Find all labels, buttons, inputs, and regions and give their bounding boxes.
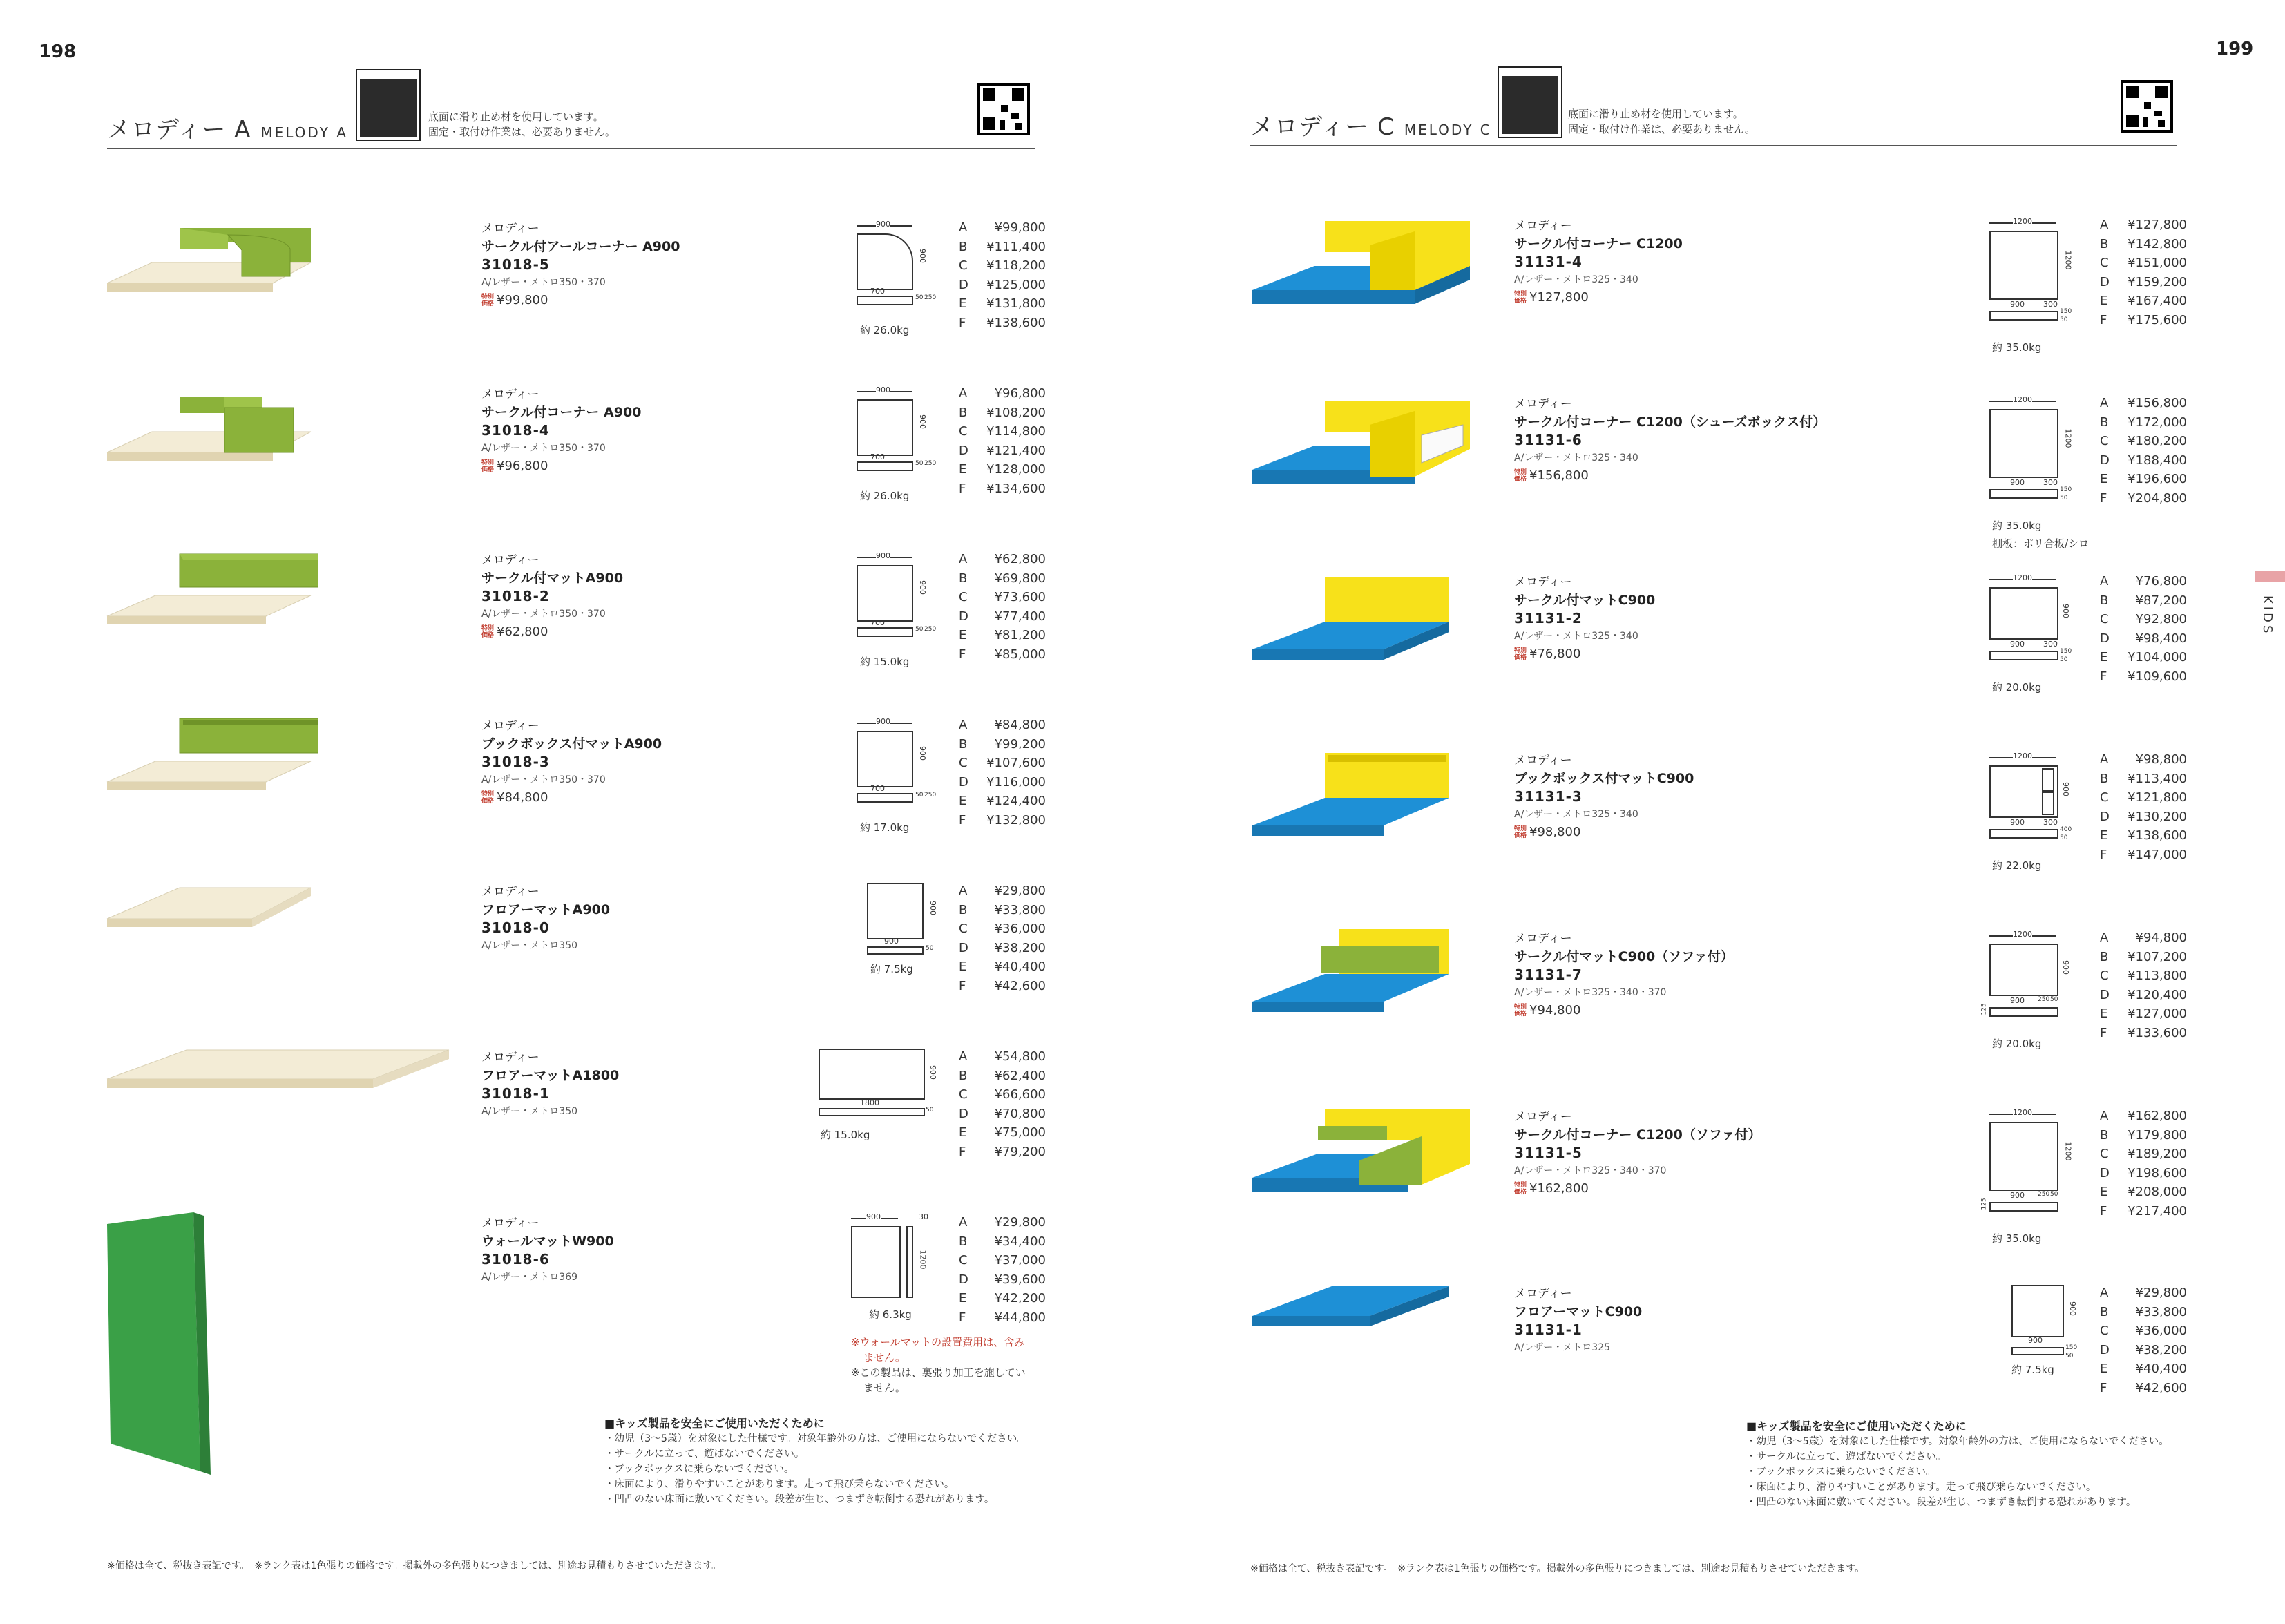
section-title-text: メロディー A (107, 116, 251, 144)
product-info (481, 883, 610, 955)
dimension-drawing: 900 900 150 50 (2011, 1285, 2081, 1375)
note-red: ※ウォールマットの設置費用は、含み (851, 1336, 1025, 1348)
special-price: ¥94,800 (1529, 1003, 1581, 1018)
product-name: サークル付マットA900 (481, 571, 624, 586)
product-series: メロディー (481, 1216, 539, 1230)
note-black: ません。 (863, 1382, 906, 1394)
product-name: ブックボックス付マットA900 (481, 736, 662, 752)
product-name: サークル付マットC900（ソファ付） (1514, 949, 1734, 964)
price-table: A ¥29,800 B ¥33,800 C ¥36,000 D ¥38,200 E ¥40,400 F ¥42,600 (2100, 1286, 2187, 1395)
dimension-drawing: 900 900 700 50 250 (857, 220, 933, 313)
product-weight: 約 15.0kg (821, 1129, 870, 1141)
kids-side-label: KIDS (2260, 595, 2275, 636)
product-series: メロディー (481, 388, 539, 401)
product-code: 31131-2 (1514, 610, 1583, 627)
product-weight: 約 35.0kg (1992, 519, 2042, 532)
section-divider-left (107, 148, 1035, 149)
product-image-circle-mat-a900 (104, 539, 318, 649)
special-price-tag: 特別価格 (1514, 291, 1527, 305)
product-image-corner-c1200-sofa (1249, 1098, 1470, 1202)
product-weight: 約 22.0kg (1992, 859, 2042, 872)
product-material: A/レザー・メトロ350・370 (481, 774, 606, 785)
product-series: メロディー (1514, 932, 1572, 946)
product-material: A/レザー・メトロ350・370 (481, 443, 606, 454)
product-code: 31018-5 (481, 256, 550, 273)
material-sample-swatch (356, 69, 421, 141)
product-name: ブックボックス付マットC900 (1514, 771, 1694, 786)
product-name: サークル付コーナー A900 (481, 405, 642, 420)
note-line: 固定・取付け作業は、必要ありません。 (1568, 123, 1755, 135)
safety-line: ・サークルに立って、遊ばないでください。 (1746, 1451, 1947, 1462)
note-line: 固定・取付け作業は、必要ありません。 (428, 126, 615, 138)
dimension-drawing: 1200 900 900 250 50 125 (1989, 930, 2076, 1033)
section-subtitle: MELODY C (1404, 122, 1492, 138)
product-name: フロアーマットC900 (1514, 1304, 1643, 1319)
product-material: A/レザー・メトロ325・340・370 (1514, 1165, 1667, 1176)
section-title-text: メロディー C (1250, 113, 1395, 141)
product-code: 31131-6 (1514, 432, 1583, 448)
product-code: 31018-4 (481, 422, 550, 439)
product-code: 31018-0 (481, 919, 550, 936)
dimension-drawing: 1200 1200 900 300 150 50 (1989, 395, 2076, 513)
product-material: A/レザー・メトロ325・340 (1514, 452, 1638, 464)
price-table: A ¥127,800 B ¥142,800 C ¥151,000 D ¥159,200 E ¥167,400 F ¥175,600 (2100, 218, 2187, 327)
product-code: 31018-3 (481, 754, 550, 770)
product-info (1514, 395, 1826, 485)
dimension-drawing: 1200 1200 900 300 150 50 (1989, 217, 2076, 334)
safety-heading: ■キッズ製品を安全にご使用いただくために (604, 1417, 825, 1430)
product-weight: 約 15.0kg (860, 656, 910, 668)
safety-notice-right (1746, 1419, 2169, 1510)
product-material: A/レザー・メトロ369 (481, 1272, 578, 1283)
price-table: A ¥96,800 B ¥108,200 C ¥114,800 D ¥121,400 E ¥128,000 F ¥134,600 (959, 386, 1046, 496)
safety-line: ・床面により、滑りやすいことがあります。走って飛び乗らないでください。 (604, 1479, 955, 1490)
safety-line: ・ブックボックスに乗らないでください。 (1746, 1467, 1936, 1478)
price-table: A ¥156,800 B ¥172,000 C ¥180,200 D ¥188,400 E ¥196,600 F ¥204,800 (2100, 396, 2187, 506)
special-price-tag: 特別価格 (1514, 647, 1527, 661)
product-series: メロディー (1514, 219, 1572, 233)
product-series: メロディー (1514, 575, 1572, 589)
safety-line: ・幼児（3～5歳）を対象にした仕様です。対象年齢外の方は、ご使用にならないでください。 (1746, 1436, 2169, 1447)
product-code: 31131-3 (1514, 788, 1583, 805)
product-name: サークル付コーナー C1200（ソファ付） (1514, 1127, 1761, 1143)
product-image-bookbox-mat-c900 (1249, 743, 1470, 846)
product-image-floor-mat-a900 (104, 877, 318, 953)
special-price: ¥156,800 (1529, 468, 1589, 483)
product-weight: 約 20.0kg (1992, 681, 2042, 694)
note-line: 底面に滑り止め材を使用しています。 (428, 111, 604, 123)
special-price-tag: 特別価格 (481, 459, 495, 473)
product-material: A/レザー・メトロ325・340 (1514, 274, 1638, 285)
dimension-drawing: 900 900 50 (867, 883, 943, 959)
price-table: A ¥29,800 B ¥33,800 C ¥36,000 D ¥38,200 E ¥40,400 F ¥42,600 (959, 883, 1046, 993)
footer-note-right: ※価格は全て、税抜き表記です。 ※ランク表は1色張りの価格です。掲載外の多色張りにつきましては、別途お見積もりさせていただきます。 (1250, 1563, 1865, 1574)
product-weight: 約 7.5kg (870, 963, 913, 975)
product-code: 31131-1 (1514, 1321, 1583, 1338)
product-weight: 約 17.0kg (860, 821, 910, 834)
dimension-drawing: 900 1800 50 (819, 1049, 943, 1125)
product-series: メロディー (481, 222, 539, 236)
product-info (481, 717, 662, 807)
product-image-circle-mat-c900-sofa (1249, 919, 1470, 1022)
special-price: ¥127,800 (1529, 290, 1589, 305)
product-material: A/レザー・メトロ325・340 (1514, 809, 1638, 820)
product-weight: 約 26.0kg (860, 324, 910, 336)
special-price: ¥96,800 (497, 459, 548, 473)
section-divider-right (1250, 145, 2177, 146)
product-info (1514, 752, 1694, 841)
qr-code-right[interactable] (2121, 80, 2173, 133)
dimension-drawing: 900 30 1200 (851, 1212, 934, 1316)
product-series: メロディー (1514, 754, 1572, 767)
product-info (1514, 217, 1683, 307)
footer-note-left: ※価格は全て、税抜き表記です。 ※ランク表は1色張りの価格です。掲載外の多色張りにつきましては、別途お見積もりさせていただきます。 (107, 1560, 722, 1572)
safety-heading: ■キッズ製品を安全にご使用いただくために (1746, 1420, 1967, 1433)
safety-line: ・サークルに立って、遊ばないでください。 (604, 1449, 805, 1460)
product-weight: 約 20.0kg (1992, 1038, 2042, 1050)
section-subtitle: MELODY A (260, 124, 348, 141)
price-table: A ¥98,800 B ¥113,400 C ¥121,800 D ¥130,200 E ¥138,600 F ¥147,000 (2100, 752, 2187, 862)
wall-mat-notes (851, 1335, 1038, 1395)
dimension-drawing: 900 900 700 50 250 (857, 717, 933, 810)
product-info (481, 1214, 614, 1286)
product-code: 31018-2 (481, 588, 550, 604)
special-price: ¥76,800 (1529, 647, 1581, 661)
special-price-tag: 特別価格 (1514, 1182, 1527, 1196)
product-series: メロディー (481, 1051, 539, 1064)
product-image-round-corner-a900 (104, 207, 318, 318)
note-black: ※この製品は、裏張り加工を施してい (851, 1366, 1026, 1379)
special-price: ¥62,800 (497, 624, 548, 639)
section-note-left (428, 109, 615, 140)
special-price-tag: 特別価格 (1514, 825, 1527, 839)
safety-line: ・床面により、滑りやすいことがあります。走って飛び乗らないでください。 (1746, 1482, 2096, 1493)
product-info (481, 220, 680, 309)
page-number-right: 199 (2216, 39, 2254, 59)
product-info (481, 385, 641, 475)
product-series: メロディー (481, 553, 539, 567)
product-series: メロディー (481, 719, 539, 733)
price-table: A ¥29,800 B ¥34,400 C ¥37,000 D ¥39,600 E ¥42,200 F ¥44,800 (959, 1215, 1046, 1325)
safety-notice-left (604, 1416, 1027, 1507)
product-info (1514, 1108, 1761, 1198)
product-material: A/レザー・メトロ325・340・370 (1514, 987, 1667, 998)
price-table: A ¥94,800 B ¥107,200 C ¥113,800 D ¥120,400 E ¥127,000 F ¥133,600 (2100, 930, 2187, 1040)
product-weight: 約 7.5kg (2011, 1364, 2054, 1376)
product-weight: 約 26.0kg (860, 490, 910, 502)
special-price-tag: 特別価格 (1514, 1004, 1527, 1018)
product-code: 31131-7 (1514, 966, 1583, 983)
product-series: メロディー (1514, 1287, 1572, 1301)
special-price: ¥84,800 (497, 790, 548, 805)
special-price: ¥98,800 (1529, 825, 1581, 839)
product-material: A/レザー・メトロ350・370 (481, 609, 606, 620)
safety-line: ・幼児（3～5歳）を対象にした仕様です。対象年齢外の方は、ご使用にならないでください。 (604, 1433, 1027, 1444)
product-name: サークル付マットC900 (1514, 593, 1656, 608)
material-sample-swatch (1498, 66, 1562, 138)
product-info (481, 1049, 619, 1120)
note-line: 底面に滑り止め材を使用しています。 (1568, 108, 1743, 120)
safety-line: ・ブックボックスに乗らないでください。 (604, 1464, 794, 1475)
product-code: 31018-1 (481, 1085, 550, 1102)
product-material: A/レザー・メトロ325・340 (1514, 631, 1638, 642)
product-name: ウォールマットW900 (481, 1234, 614, 1249)
product-material: A/レザー・メトロ350 (481, 1106, 578, 1117)
product-name: サークル付コーナー C1200（シューズボックス付） (1514, 414, 1826, 430)
page-number-left: 198 (39, 41, 77, 62)
section-note-right (1568, 106, 1755, 137)
product-series: メロディー (481, 885, 539, 899)
kids-tab-marker (2255, 571, 2285, 582)
dimension-drawing: 1200 900 900 300 400 50 (1989, 752, 2076, 855)
safety-line: ・凹凸のない床面に敷いてください。段差が生じ、つまずき転倒する恐れがあります。 (1746, 1497, 2136, 1508)
safety-line: ・凹凸のない床面に敷いてください。段差が生じ、つまずき転倒する恐れがあります。 (604, 1494, 995, 1505)
product-name: サークル付コーナー C1200 (1514, 236, 1683, 251)
product-image-circle-mat-c900 (1249, 566, 1470, 670)
product-weight: 約 35.0kg (1992, 1232, 2042, 1245)
price-table: A ¥99,800 B ¥111,400 C ¥118,200 D ¥125,000 E ¥131,800 F ¥138,600 (959, 220, 1046, 330)
product-material: A/レザー・メトロ350・370 (481, 277, 606, 288)
price-table: A ¥162,800 B ¥179,800 C ¥189,200 D ¥198,600 E ¥208,000 F ¥217,400 (2100, 1109, 2187, 1219)
dimension-drawing: 900 900 700 50 250 (857, 551, 933, 644)
product-image-bookbox-mat-a900 (104, 705, 318, 815)
product-image-corner-c1200-shoebox (1249, 387, 1470, 497)
product-weight: 約 6.3kg (869, 1308, 912, 1321)
product-info (481, 551, 623, 641)
dimension-drawing: 1200 1200 900 250 50 125 (1989, 1108, 2076, 1225)
special-price: ¥99,800 (497, 293, 548, 307)
special-price-tag: 特別価格 (481, 625, 495, 639)
price-table: A ¥62,800 B ¥69,800 C ¥73,600 D ¥77,400 E ¥81,200 F ¥85,000 (959, 552, 1046, 662)
special-price-tag: 特別価格 (481, 791, 495, 805)
special-price-tag: 特別価格 (1514, 469, 1527, 483)
product-image-floor-mat-a1800 (104, 1036, 456, 1133)
product-code: 31131-4 (1514, 254, 1583, 270)
product-name: フロアーマットA1800 (481, 1068, 620, 1083)
qr-code-left[interactable] (977, 83, 1030, 135)
product-image-corner-c1200 (1249, 207, 1470, 318)
section-title-left (107, 111, 348, 144)
product-material: A/レザー・メトロ350 (481, 940, 578, 951)
product-info (1514, 1285, 1642, 1357)
product-info (1514, 930, 1734, 1020)
price-table: A ¥84,800 B ¥99,200 C ¥107,600 D ¥116,000 E ¥124,400 F ¥132,800 (959, 718, 1046, 828)
note-red: ません。 (863, 1351, 906, 1364)
product-extra-note: 棚板：ポリ合板/シロ (1992, 537, 2090, 550)
product-code: 31131-5 (1514, 1145, 1583, 1161)
special-price-tag: 特別価格 (481, 294, 495, 307)
dimension-drawing: 900 900 700 50 250 (857, 385, 933, 479)
dimension-drawing: 1200 900 900 300 150 50 (1989, 573, 2076, 677)
product-info (1514, 573, 1655, 663)
product-series: メロディー (1514, 1110, 1572, 1124)
product-name: サークル付アールコーナー A900 (481, 239, 680, 254)
price-table: A ¥76,800 B ¥87,200 C ¥92,800 D ¥98,400 E ¥104,000 F ¥109,600 (2100, 574, 2187, 684)
product-image-floor-mat-c900 (1249, 1278, 1456, 1354)
price-table: A ¥54,800 B ¥62,400 C ¥66,600 D ¥70,800 E ¥75,000 F ¥79,200 (959, 1049, 1046, 1159)
product-series: メロディー (1514, 397, 1572, 411)
product-material: A/レザー・メトロ325 (1514, 1342, 1611, 1353)
product-weight: 約 35.0kg (1992, 341, 2042, 354)
product-image-wall-mat-w900 (104, 1209, 214, 1478)
section-title-right (1250, 108, 1492, 142)
special-price: ¥162,800 (1529, 1181, 1589, 1196)
product-name: フロアーマットA900 (481, 902, 611, 917)
product-image-corner-a900 (104, 373, 318, 484)
product-code: 31018-6 (481, 1251, 550, 1268)
